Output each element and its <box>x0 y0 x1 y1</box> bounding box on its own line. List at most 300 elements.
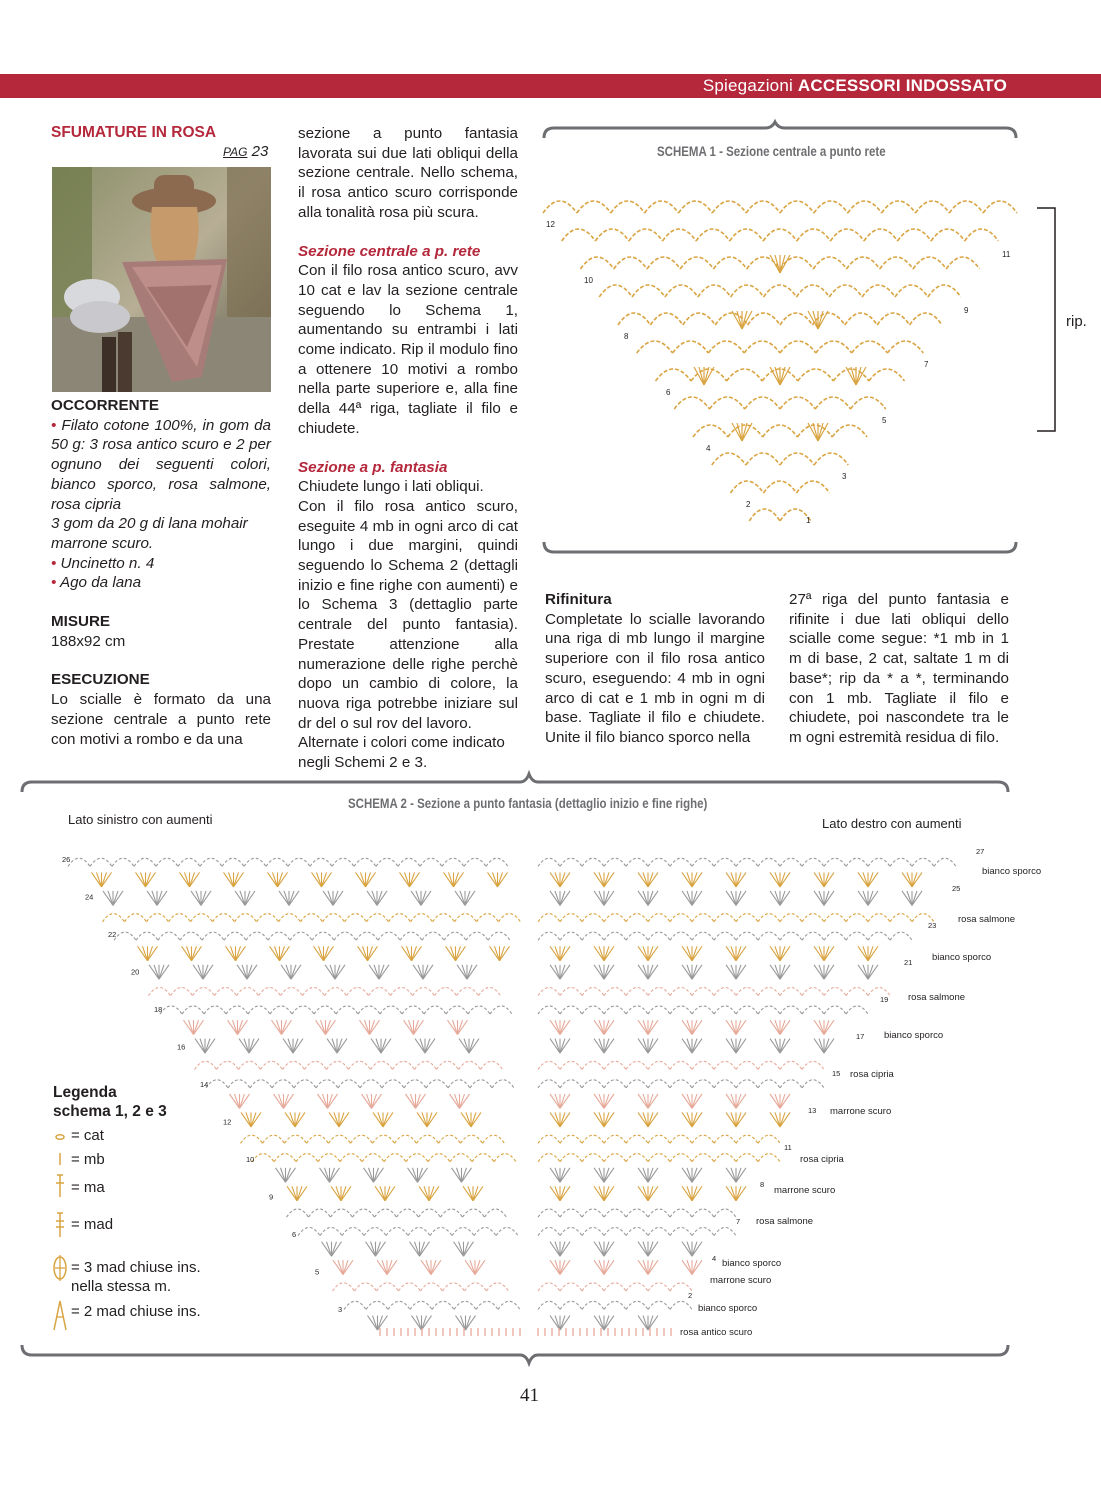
row-number: 18 <box>154 1005 163 1014</box>
chain-arc <box>399 1283 421 1291</box>
fan-stitch <box>560 1112 570 1126</box>
fan-stitch <box>336 1186 341 1200</box>
fan-stitch <box>367 1094 372 1108</box>
chain-arc <box>965 229 999 241</box>
chain-arc <box>320 1227 342 1235</box>
materials-item: • Filato cotone 100%, in gom da 50 g: 3 rosa antico scuro e 2 per ognuno dei seguenti colori, bianco sporco, rosa salmone, rosa cipria <box>51 416 271 513</box>
chain-arc <box>745 397 780 409</box>
chain-arc <box>448 1080 470 1088</box>
fan-stitch <box>460 1094 470 1108</box>
fan-stitch <box>775 872 780 886</box>
materials-item: 3 gom da 20 g di lana mohair marrone scuro. <box>51 515 248 552</box>
fan-stitch <box>902 872 912 886</box>
fan-stitch <box>372 1094 382 1108</box>
fan-stitch <box>334 1112 339 1126</box>
chain-arc <box>454 1301 476 1309</box>
row-number: 23 <box>928 921 937 930</box>
fan-stitch <box>464 1039 469 1053</box>
chain-arc <box>345 914 367 922</box>
fan-stitch <box>159 965 164 979</box>
chain-arc <box>217 1061 239 1069</box>
fan-stitch <box>380 1186 385 1200</box>
fan-stitch <box>555 965 560 979</box>
fan-stitch <box>604 1186 609 1200</box>
fan-stitch <box>780 872 790 886</box>
fan-stitch <box>692 1260 697 1274</box>
fan-stitch <box>687 1039 692 1053</box>
fan-stitch <box>814 965 824 979</box>
chain-arc <box>560 858 582 866</box>
fan-stitch <box>276 1168 286 1182</box>
fan-stitch <box>332 1039 337 1053</box>
chain-arc <box>395 1135 417 1143</box>
chain-arc <box>257 914 279 922</box>
fan-stitch <box>343 1260 348 1274</box>
fan-stitch <box>555 1039 560 1053</box>
fan-stitch <box>648 1168 653 1182</box>
materials-item: • Uncinetto n. 4 <box>51 554 155 572</box>
chain-arc <box>852 341 888 353</box>
chain-arc <box>147 914 169 922</box>
fan-stitch <box>643 1112 648 1126</box>
fan-stitch <box>143 946 148 960</box>
fan-stitch <box>337 1039 342 1053</box>
fan-stitch <box>288 1039 293 1053</box>
chain-arc <box>178 858 200 866</box>
fan-stitch <box>648 1260 658 1274</box>
fan-stitch <box>456 1316 466 1330</box>
chain-arc <box>683 313 715 325</box>
fan-stitch <box>370 1020 375 1034</box>
chain-arc <box>287 1209 309 1217</box>
fan-stitch <box>385 1186 390 1200</box>
chain-arc <box>228 1080 250 1088</box>
fan-stitch <box>687 872 692 886</box>
fan-stitch <box>775 891 780 905</box>
chain-arc <box>562 229 596 241</box>
fan-stitch <box>692 1094 702 1108</box>
fan-stitch <box>648 1316 658 1330</box>
chain-arc <box>114 932 136 940</box>
chain-stitch-symbol <box>56 1135 64 1140</box>
fan-stitch <box>421 891 431 905</box>
fan-stitch <box>599 965 604 979</box>
fan-stitch <box>736 1020 741 1034</box>
subheading: Sezione a p. fantasia <box>298 458 448 476</box>
fan-stitch <box>245 891 250 905</box>
chain-arc <box>424 1006 446 1014</box>
chain-arc <box>637 341 673 353</box>
fan-stitch <box>113 891 118 905</box>
fan-stitch <box>648 872 653 886</box>
fan-stitch <box>203 965 208 979</box>
esecuzione-heading: ESECUZIONE <box>51 671 150 689</box>
fan-stitch <box>141 872 146 886</box>
fan-stitch <box>604 872 609 886</box>
chain-arc <box>457 987 479 995</box>
fan-stitch <box>152 891 157 905</box>
misure-heading: MISURE <box>51 613 111 631</box>
color-label: rosa antico scuro <box>680 1327 753 1338</box>
fan-stitch <box>726 872 736 886</box>
chain-arc <box>680 257 713 269</box>
fan-stitch <box>423 965 428 979</box>
fan-stitch <box>775 1112 780 1126</box>
fan-stitch <box>148 946 153 960</box>
fan-stitch <box>550 1242 560 1256</box>
fan-stitch <box>377 1260 387 1274</box>
chain-arc <box>204 1006 226 1014</box>
chain-arc <box>191 914 213 922</box>
chain-arc <box>882 201 916 213</box>
fan-stitch <box>108 891 113 905</box>
chain-arc <box>731 481 764 493</box>
schema2-title: SCHEMA 2 - Sezione a punto fantasia (dettaglio inizio e fine righe) <box>348 795 708 811</box>
chain-arc <box>360 1080 382 1088</box>
fan-stitch <box>379 965 389 979</box>
chain-arc <box>780 932 802 940</box>
chain-arc <box>428 1154 450 1162</box>
chain-arc <box>213 914 235 922</box>
fan-stitch <box>249 1039 259 1053</box>
fan-stitch <box>560 1316 565 1330</box>
fan-stitch <box>360 1020 370 1034</box>
chain-arc <box>415 1061 437 1069</box>
fan-stitch <box>814 1039 824 1053</box>
fan-stitch <box>682 1039 692 1053</box>
fan-stitch <box>868 872 873 886</box>
fan-stitch <box>416 1094 421 1108</box>
chain-arc <box>455 914 477 922</box>
fan-stitch <box>411 1094 416 1108</box>
chain-arc <box>864 229 898 241</box>
fan-stitch <box>692 1094 697 1108</box>
chain-arc <box>736 987 758 995</box>
chain-arc <box>312 932 334 940</box>
fan-stitch <box>473 1186 478 1200</box>
fan-stitch <box>692 1112 702 1126</box>
fan-stitch <box>251 1112 261 1126</box>
color-label: rosa cipria <box>800 1154 844 1165</box>
fan-stitch <box>682 891 692 905</box>
fan-stitch <box>192 946 197 960</box>
fan-stitch <box>451 946 456 960</box>
chain-arc <box>931 229 965 241</box>
chain-arc <box>417 1135 439 1143</box>
legend <box>53 1083 167 1121</box>
row-number: 9 <box>269 1192 274 1202</box>
fan-stitch <box>321 1020 326 1034</box>
chain-arc <box>626 1283 648 1291</box>
fan-stitch <box>902 891 912 905</box>
fan-stitch <box>228 1020 238 1034</box>
chain-arc <box>626 1061 648 1069</box>
fan-stitch <box>594 1260 604 1274</box>
fan-stitch <box>824 891 834 905</box>
chain-arc <box>780 453 814 465</box>
fan-stitch <box>330 1168 335 1182</box>
fan-stitch <box>247 965 252 979</box>
chain-arc <box>730 229 764 241</box>
fan-stitch <box>190 872 195 886</box>
fan-stitch <box>638 891 648 905</box>
fan-stitch <box>147 891 157 905</box>
fan-stitch <box>319 946 324 960</box>
fan-stitch <box>560 1260 565 1274</box>
chain-arc <box>698 285 731 297</box>
chain-arc <box>727 369 763 381</box>
fan-stitch <box>731 1186 736 1200</box>
chain-arc <box>868 914 890 922</box>
fan-stitch <box>424 1186 429 1200</box>
fan-stitch <box>824 872 829 886</box>
fan-stitch <box>780 891 790 905</box>
chain-arc <box>479 987 501 995</box>
fan-stitch <box>331 1186 341 1200</box>
fan-stitch <box>422 1112 427 1126</box>
fan-stitch <box>284 1094 294 1108</box>
fan-stitch <box>274 1094 284 1108</box>
fan-stitch <box>736 1112 741 1126</box>
chain-arc <box>890 914 912 922</box>
chain-arc <box>560 1080 582 1088</box>
paragraph: Con il filo rosa antico scuro, avv 10 cat e lav la sezione centrale seguendo lo Schema 1, aumentando su entrambi i lati come indicato. Rip il modulo fino a ottenere 10 motivi a rombo nella parte superiore e, alla fine della 44ª riga, tagliate il filo e chiudete. <box>298 262 518 437</box>
chain-arc <box>90 858 112 866</box>
fan-stitch <box>550 1168 560 1182</box>
legend-item: = mb <box>71 1151 105 1168</box>
fan-stitch <box>560 1186 570 1200</box>
chain-arc <box>846 987 868 995</box>
fan-stitch <box>332 1242 342 1256</box>
fan-stitch <box>235 1094 240 1108</box>
fan-stitch <box>421 1260 431 1274</box>
chain-arc <box>292 1006 314 1014</box>
fan-stitch <box>341 1186 351 1200</box>
row-number: 25 <box>952 884 961 893</box>
fan-stitch <box>418 1168 423 1182</box>
fan-stitch <box>648 1020 653 1034</box>
chain-arc <box>582 1061 604 1069</box>
schema1-diagram <box>540 185 1020 535</box>
fan-stitch <box>455 1094 460 1108</box>
chain-arc <box>714 932 736 940</box>
chain-arc <box>662 229 696 241</box>
fan-stitch <box>599 1168 604 1182</box>
chain-arc <box>356 932 378 940</box>
fan-stitch <box>555 1242 560 1256</box>
fan-stitch <box>427 1112 437 1126</box>
chain-arc <box>437 1061 459 1069</box>
fan-stitch <box>413 1168 418 1182</box>
chain-arc <box>411 914 433 922</box>
chain-arc <box>560 1061 582 1069</box>
fan-stitch <box>461 1112 471 1126</box>
fan-stitch <box>463 1186 473 1200</box>
fan-stitch <box>643 1242 648 1256</box>
color-label: rosa salmone <box>756 1216 814 1227</box>
chain-arc <box>376 858 398 866</box>
fan-stitch <box>400 872 410 886</box>
schema1-title: SCHEMA 1 - Sezione centrale a punto rete <box>657 143 886 159</box>
fan-stitch <box>368 946 373 960</box>
fan-stitch <box>146 872 151 886</box>
fan-stitch <box>268 872 278 886</box>
chain-arc <box>736 1135 758 1143</box>
fan-stitch <box>184 1020 194 1034</box>
chain-arc <box>433 914 455 922</box>
fan-stitch <box>560 965 565 979</box>
occorrente-heading: OCCORRENTE <box>51 397 160 414</box>
fan-stitch <box>550 1039 560 1053</box>
fan-stitch <box>500 946 510 960</box>
row-number: 12 <box>223 1117 232 1127</box>
chain-arc <box>248 1006 270 1014</box>
chain-arc <box>880 257 913 269</box>
chain-arc <box>274 1154 296 1162</box>
fan-stitch <box>431 1260 436 1274</box>
fan-stitch <box>475 1260 480 1274</box>
chain-arc <box>708 341 744 353</box>
fan-stitch <box>780 1039 790 1053</box>
fan-stitch <box>604 1168 609 1182</box>
fan-stitch <box>448 1020 458 1034</box>
fan-stitch <box>234 872 239 886</box>
fan-stitch <box>411 891 421 905</box>
fan-stitch <box>226 946 236 960</box>
fan-stitch <box>692 872 697 886</box>
fan-stitch <box>555 1186 560 1200</box>
fan-stitch <box>560 1112 565 1126</box>
fan-stitch <box>467 965 477 979</box>
fan-stitch <box>560 1168 565 1182</box>
fan-stitch <box>200 1039 205 1053</box>
chain-arc <box>604 987 626 995</box>
misure-value: 188x92 cm <box>51 632 126 650</box>
fan-stitch <box>736 891 741 905</box>
chain-arc <box>581 257 614 269</box>
chain-arc <box>402 1006 424 1014</box>
chain-arc <box>816 341 852 353</box>
color-label: marrone scuro <box>774 1185 836 1196</box>
fan-stitch <box>459 1039 469 1053</box>
fan-stitch <box>692 946 702 960</box>
chain-arc <box>366 1301 388 1309</box>
fan-stitch <box>648 891 658 905</box>
fan-stitch <box>431 1260 441 1274</box>
fan-stitch <box>560 946 570 960</box>
fan-stitch <box>316 1020 326 1034</box>
fan-stitch <box>555 946 560 960</box>
chain-arc <box>736 1006 758 1014</box>
fan-stitch <box>458 1020 468 1034</box>
chain-arc <box>560 1301 582 1309</box>
legend-item: nella stessa m. <box>71 1278 172 1295</box>
fan-stitch <box>385 1186 395 1200</box>
chain-arc <box>406 1154 428 1162</box>
chain-arc <box>450 1154 472 1162</box>
paragraph: Con il filo rosa antico scuro, eseguite 4 mb in ogni arco di cat lungo i due margini, quindi seguendo lo Schema 2 (dettagli inizio e fine righe con aumenti) e lo Schema 3 (dettaglio parte centrale del punto fantasia). Prestate attenzione alla numerazione delle righe perchè dopo un cambio di colore, la nuova riga potrebbe iniziare sul dr del o sul rov del lavoro. <box>298 497 518 732</box>
chain-arc <box>393 1061 415 1069</box>
fan-stitch <box>819 965 824 979</box>
fan-stitch <box>374 1168 379 1182</box>
fan-stitch <box>912 891 922 905</box>
double-crochet-symbol <box>56 1213 64 1237</box>
fan-stitch <box>560 946 565 960</box>
chain-arc <box>736 932 758 940</box>
fan-stitch <box>638 1186 648 1200</box>
chain-arc <box>582 1301 604 1309</box>
chain-arc <box>670 987 692 995</box>
fan-stitch <box>376 1242 386 1256</box>
fan-stitch <box>775 946 780 960</box>
fan-stitch <box>687 1242 692 1256</box>
fan-stitch <box>412 946 417 960</box>
chain-arc <box>670 1080 692 1088</box>
fan-stitch <box>858 872 868 886</box>
chain-arc <box>244 858 266 866</box>
fan-stitch <box>648 1242 658 1256</box>
chain-arc <box>862 285 895 297</box>
fan-stitch <box>236 946 246 960</box>
fan-stitch <box>868 891 873 905</box>
fan-stitch <box>417 1316 422 1330</box>
fan-stitch <box>224 872 234 886</box>
fan-stitch <box>383 1112 388 1126</box>
fan-stitch <box>330 1168 340 1182</box>
fan-stitch <box>378 1316 383 1330</box>
row-number: 21 <box>904 958 913 967</box>
fan-stitch <box>415 1039 425 1053</box>
chain-arc <box>812 313 844 325</box>
chain-arc <box>358 1006 380 1014</box>
chain-arc <box>420 858 442 866</box>
fan-stitch <box>604 1039 614 1053</box>
chain-arc <box>604 914 626 922</box>
row-number: 12 <box>546 220 555 229</box>
fan-stitch <box>648 1112 658 1126</box>
chain-arc <box>758 932 780 940</box>
fan-stitch <box>498 872 503 886</box>
fan-stitch <box>383 1112 393 1126</box>
row-number: 14 <box>200 1080 209 1089</box>
fan-stitch <box>599 1039 604 1053</box>
fan-stitch <box>382 1260 387 1274</box>
color-label: marrone scuro <box>710 1275 772 1286</box>
chain-arc <box>604 858 626 866</box>
fan-stitch <box>465 1260 475 1274</box>
chain-arc <box>378 932 400 940</box>
chain-arc <box>692 1080 714 1088</box>
fan-stitch <box>378 1112 383 1126</box>
fan-stitch <box>814 891 824 905</box>
fan-stitch <box>280 946 285 960</box>
fan-stitch <box>412 1316 422 1330</box>
chain-arc <box>714 1209 736 1217</box>
chain-arc <box>404 1080 426 1088</box>
chain-arc <box>577 201 611 213</box>
fan-stitch <box>599 1112 604 1126</box>
fan-stitch <box>687 1094 692 1108</box>
chain-arc <box>560 1283 582 1291</box>
fan-stitch <box>363 946 368 960</box>
chain-arc <box>868 858 890 866</box>
fan-stitch <box>381 1039 391 1053</box>
chain-arc <box>270 1006 292 1014</box>
chain-arc <box>342 1227 364 1235</box>
chain-arc <box>851 397 886 409</box>
fan-stitch <box>366 1242 376 1256</box>
chain-arc <box>714 1227 736 1235</box>
